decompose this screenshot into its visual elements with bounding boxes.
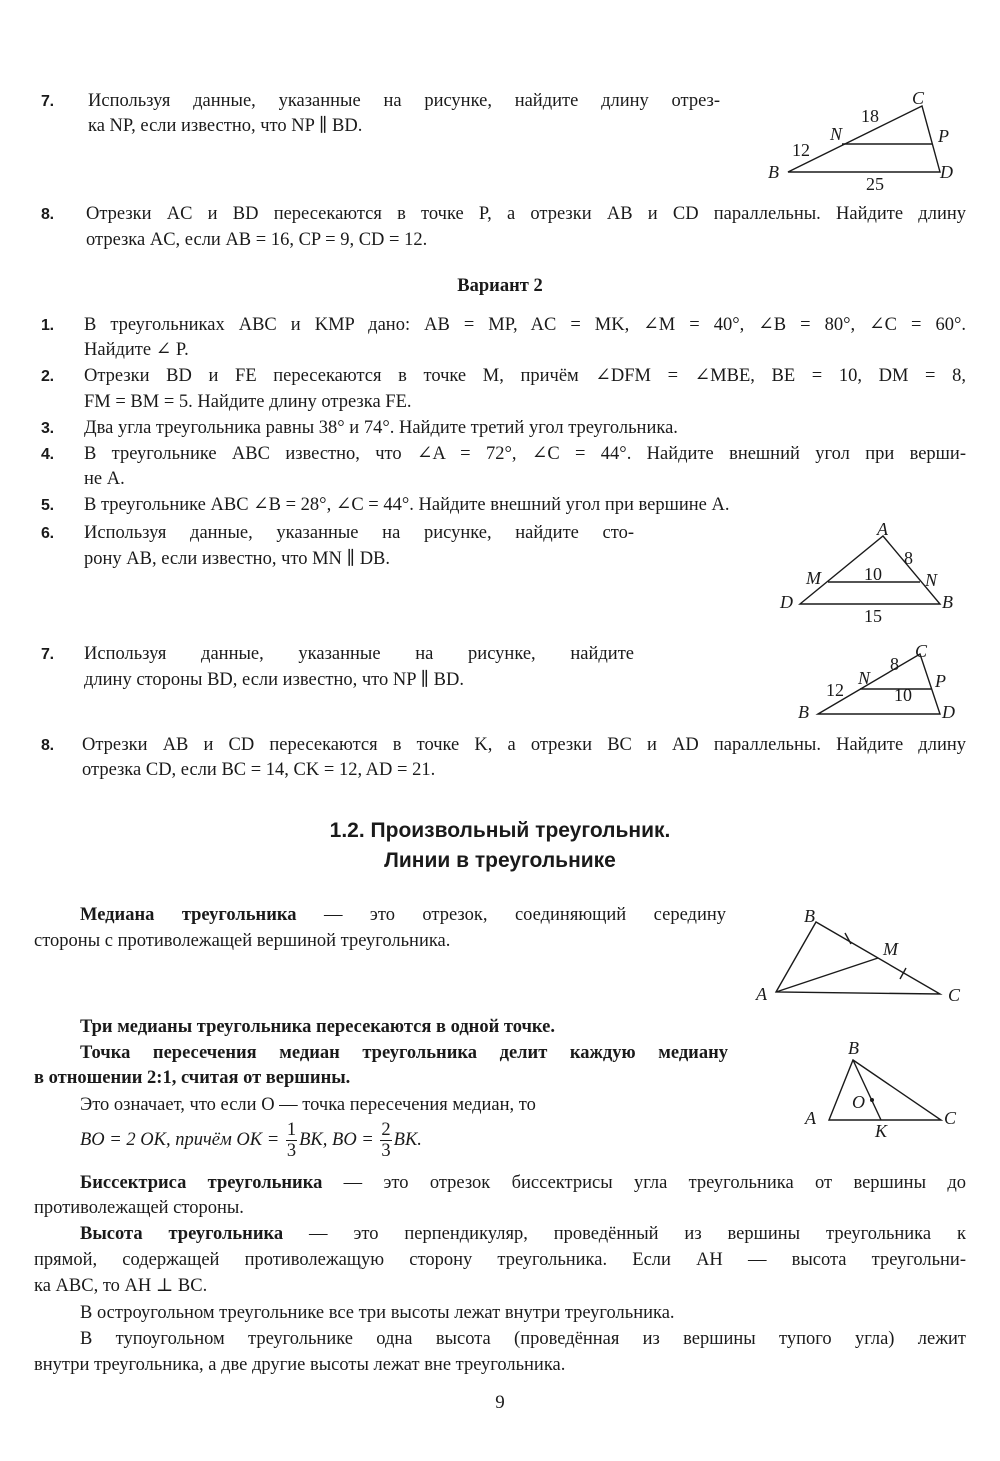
label-c: C xyxy=(948,985,961,1005)
formula-part: BK. xyxy=(393,1129,422,1150)
fraction-numerator: 2 xyxy=(381,1120,391,1140)
label-25: 25 xyxy=(866,174,884,194)
bisector-definition-line: противолежащей стороны. xyxy=(34,1198,244,1218)
problem-number: 8. xyxy=(41,737,54,754)
section-title: 1.2. Произвольный треугольник. xyxy=(329,819,671,842)
label-n: N xyxy=(858,668,871,688)
section-subtitle: Линии в треугольнике xyxy=(384,849,616,872)
label-b: B xyxy=(848,1038,859,1058)
label-d: D xyxy=(780,592,793,612)
altitude-term: Высота треугольника xyxy=(80,1224,284,1244)
problem-text-line: Отрезки BD и FE пересекаются в точке M, причём ∠DFM = ∠MBE, BE = 10, DM = 8, xyxy=(84,366,966,386)
label-p: P xyxy=(935,671,946,691)
label-c: C xyxy=(915,641,928,661)
acute-triangle-note: В остроугольном треугольнике все три высоты лежат внутри треугольника. xyxy=(80,1303,675,1323)
median-line xyxy=(776,958,878,992)
obtuse-triangle-note: внутри треугольника, а две другие высоты лежат вне треугольника. xyxy=(34,1355,566,1375)
medians-explanation: Это означает, что если O — точка пересечения медиан, то xyxy=(80,1095,536,1115)
label-c: C xyxy=(944,1108,957,1128)
label-k: K xyxy=(875,1121,888,1141)
label-m: M xyxy=(883,939,898,959)
problem-text-line: Отрезки AC и BD пересекаются в точке P, а отрезки AB и CD параллельны. Найдите длину xyxy=(86,204,966,224)
label-b: B xyxy=(768,162,779,182)
altitude-definition-line: прямой, содержащей противолежащую сторону треугольника. Если AH — высота треугольни- xyxy=(34,1250,966,1270)
problem-text-line: FM = BM = 5. Найдите длину отрезка FE. xyxy=(84,392,412,412)
label-o: O xyxy=(852,1092,865,1112)
label-m: M xyxy=(806,568,821,588)
altitude-definition-line: ка ABC, то AH ⊥ BC. xyxy=(34,1276,208,1296)
variant-title: Вариант 2 xyxy=(457,276,543,296)
problem-text-line: В треугольниках ABC и KMP дано: AB = MP, AC = MK, ∠M = 40°, ∠B = 80°, ∠C = 60°. xyxy=(84,315,966,335)
label-b: B xyxy=(942,592,953,612)
fraction-two-thirds xyxy=(380,1120,391,1161)
figure-medians-intersection xyxy=(795,1036,970,1144)
page-number: 9 xyxy=(495,1392,505,1413)
medians-ratio-line: в отношении 2:1, считая от вершины. xyxy=(34,1068,351,1088)
problem-text-line: Отрезки AB и CD пересекаются в точке K, а отрезки BC и AD параллельны. Найдите длину xyxy=(82,735,966,755)
figure-triangle-np-bd xyxy=(760,88,970,198)
problem-text-line: Используя данные, указанные на рисунке, найдите xyxy=(84,644,634,664)
problem-number: 6. xyxy=(41,525,54,542)
label-18: 18 xyxy=(861,106,879,126)
label-d: D xyxy=(942,702,955,722)
label-12: 12 xyxy=(826,680,844,700)
medians-theorem: Три медианы треугольника пересекаются в одной точке. xyxy=(80,1017,555,1037)
fraction-numerator: 1 xyxy=(286,1120,297,1140)
problem-number: 4. xyxy=(41,446,54,463)
label-10: 10 xyxy=(894,685,912,705)
label-c: C xyxy=(912,88,925,108)
fraction-one-third xyxy=(286,1120,297,1161)
problem-number: 7. xyxy=(41,646,54,663)
label-a: A xyxy=(805,1108,816,1128)
label-8: 8 xyxy=(904,548,913,568)
label-a: A xyxy=(756,984,767,1004)
problem-number: 7. xyxy=(41,93,54,110)
altitude-definition-rest: — это перпендикуляр, проведённый из вершины треугольника к xyxy=(283,1224,966,1244)
point-o xyxy=(870,1098,874,1102)
label-d: D xyxy=(940,162,953,182)
fraction-denominator: 3 xyxy=(286,1141,297,1161)
formula-part: BK, BO = xyxy=(299,1129,374,1150)
formula-part: BO = 2 OK, причём OK = xyxy=(80,1129,280,1150)
label-b: B xyxy=(798,702,809,722)
fraction-denominator: 3 xyxy=(381,1141,391,1161)
problem-text-line: Найдите ∠ P. xyxy=(84,340,189,360)
problem-text-line: Используя данные, указанные на рисунке, найдите сто- xyxy=(84,523,634,543)
median-definition-line: стороны с противолежащей вершиной треугольника. xyxy=(34,931,451,951)
medians-ratio-line: Точка пересечения медиан треугольника делит каждую медиану xyxy=(80,1043,728,1063)
problem-number: 2. xyxy=(41,368,54,385)
tick-mark xyxy=(845,933,851,944)
medians-formula xyxy=(80,1120,422,1161)
label-p: P xyxy=(938,126,949,146)
problem-text-line: ка NP, если известно, что NP ∥ BD. xyxy=(88,116,363,136)
problem-text-line: Используя данные, указанные на рисунке, найдите длину отрез- xyxy=(88,91,720,111)
label-a: A xyxy=(877,522,888,539)
problem-text-line: В треугольнике ABC известно, что ∠A = 72°, ∠C = 44°. Найдите внешний угол при верши- xyxy=(84,444,966,464)
label-b: B xyxy=(804,906,815,926)
bisector-definition-line xyxy=(34,1171,966,1196)
problem-number: 5. xyxy=(41,497,54,514)
label-n: N xyxy=(925,570,938,590)
figure-triangle-np-bd-2 xyxy=(790,640,970,724)
problem-text-line: В треугольнике ABC ∠B = 28°, ∠C = 44°. Найдите внешний угол при вершине A. xyxy=(84,495,730,515)
problem-number: 1. xyxy=(41,317,54,334)
bisector-definition-rest: — это отрезок биссектрисы угла треугольника от вершины до xyxy=(322,1173,967,1193)
median-term: Медиана треугольника xyxy=(80,905,297,925)
median-definition-rest: — это отрезок, соединяющий середину xyxy=(296,905,727,925)
label-8: 8 xyxy=(890,654,899,674)
problem-text-line: Два угла треугольника равны 38° и 74°. Найдите третий угол треугольника. xyxy=(84,418,678,438)
obtuse-triangle-note: В тупоугольном треугольнике одна высота (проведённая из вершины тупого угла) лежит xyxy=(80,1329,966,1349)
problem-text-line: отрезка AC, если AB = 16, CP = 9, CD = 12. xyxy=(86,230,428,250)
figure-triangle-mn-db xyxy=(770,522,970,630)
label-10: 10 xyxy=(864,564,882,584)
altitude-definition-line xyxy=(34,1222,966,1247)
problem-text-line: рону AB, если известно, что MN ∥ DB. xyxy=(84,549,391,569)
bisector-term: Биссектриса треугольника xyxy=(80,1173,323,1193)
problem-text-line: длину стороны BD, если известно, что NP ∥ BD. xyxy=(84,670,464,690)
problem-number: 3. xyxy=(41,420,54,437)
label-12: 12 xyxy=(792,140,810,160)
label-15: 15 xyxy=(864,606,882,626)
median-definition-line xyxy=(34,903,726,928)
problem-number: 8. xyxy=(41,206,54,223)
figure-median xyxy=(750,904,970,1008)
label-n: N xyxy=(830,124,843,144)
problem-text-line: не A. xyxy=(84,469,125,489)
triangle-outline xyxy=(829,1060,941,1120)
problem-text-line: отрезка CD, если BC = 14, CK = 12, AD = 21. xyxy=(82,760,436,780)
